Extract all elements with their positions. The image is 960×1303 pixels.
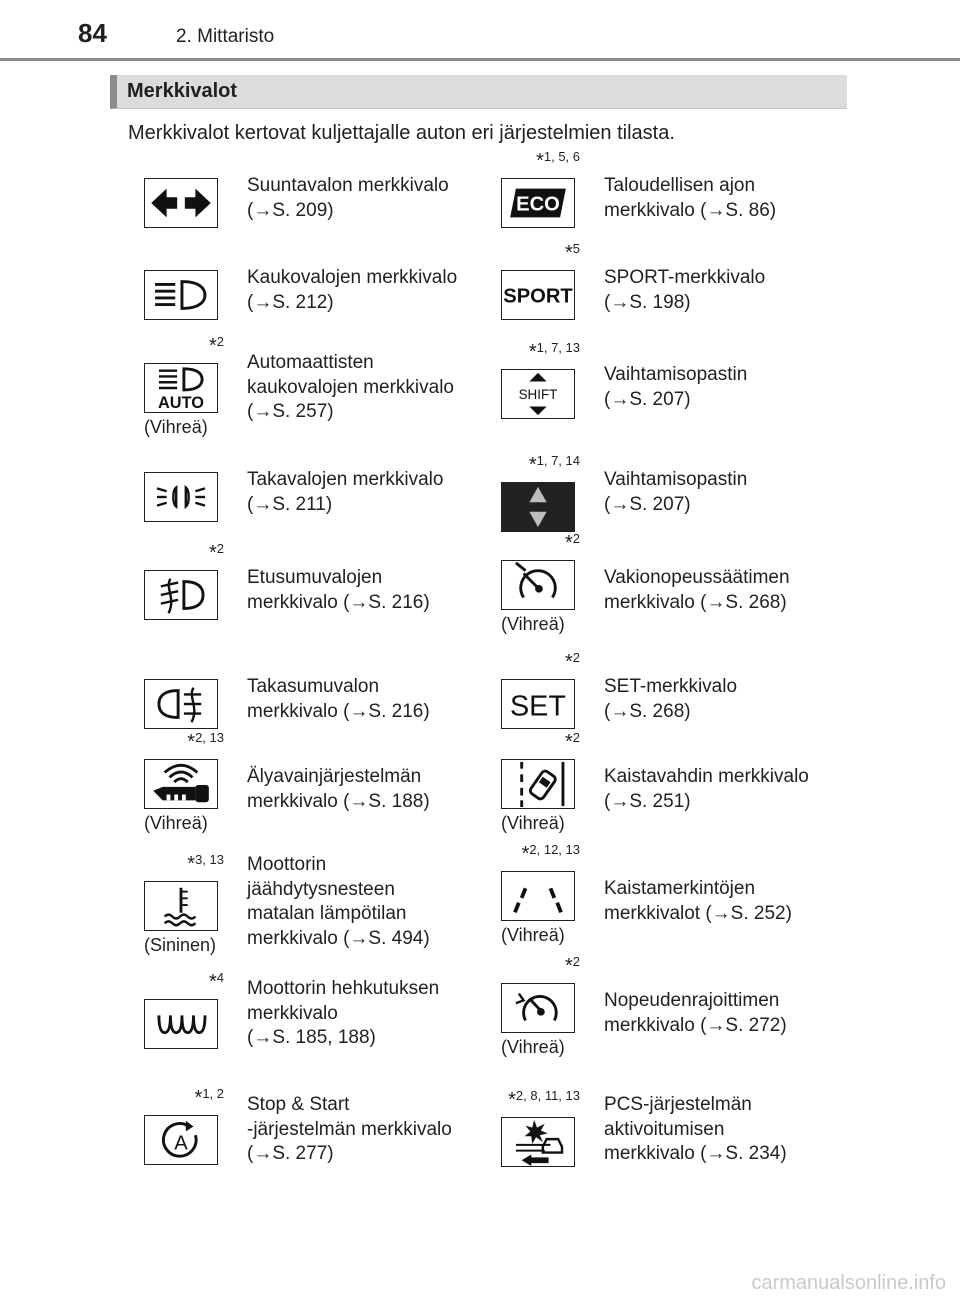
footnote-star: * [536,150,544,172]
watermark: carmanualsonline.info [751,1272,946,1294]
description-line: Moottorin hehkutuksen [247,978,440,999]
description-line: (→S. 207) [604,493,691,515]
high-beam-icon-graphic [145,271,217,319]
pcs-icon-graphic [502,1118,574,1166]
shift-indicator-icon [501,369,575,419]
footnote-numbers: 2, 12, 13 [529,842,580,857]
indicator-description [604,1093,787,1167]
description-line: merkkivalo (→S. 86) [604,199,777,221]
footnote-mark [460,1089,580,1112]
indicator-description [604,174,776,223]
indicator-description [247,266,457,315]
description-line: Suuntavalon merkkivalo [247,175,449,196]
footnote-mark [104,542,224,565]
footnote-mark [104,1087,224,1110]
indicator-description [604,989,787,1038]
description-line: (→S. 277) [247,1143,334,1164]
description-line: SET-merkkivalo [604,676,738,697]
description-line: matalan lämpötilan [247,903,407,924]
description-line: merkkivalo (→S. 268) [604,591,787,613]
footnote-mark [460,454,580,477]
footnote-mark [104,731,224,754]
indicator-description [247,468,443,517]
description-line: Stop & Start [247,1094,350,1115]
icon-lettering: SHIFT [518,386,558,402]
indicator-description [604,363,747,412]
glow-plug-icon [144,999,218,1049]
section-title: Merkkivalot [127,80,238,102]
color-note: (Vihreä) [501,925,565,945]
stop-start-icon-graphic [145,1116,217,1164]
eco-icon [501,178,575,228]
indicator-description [247,1093,452,1167]
footnote-mark [104,335,224,358]
description-line: merkkivalo [247,1002,338,1024]
coolant-temperature-icon-graphic [145,882,217,930]
description-line: merkkivalo (→S. 494) [247,927,430,949]
indicator-description [247,351,454,425]
description-line: Takasumuvalon [247,676,380,697]
description-line: Automaattisten [247,352,374,373]
turn-signal-arrows-icon-graphic [145,179,217,227]
footnote-star: * [194,1087,203,1109]
footnote-star: * [564,955,573,977]
description-line: Vaihtamisopastin [604,364,748,385]
lane-departure-icon [501,759,575,809]
set-icon-graphic [502,680,574,728]
footnote-star: * [564,731,573,753]
shift-arrows-icon-graphic [502,483,574,531]
sport-icon [501,270,575,320]
description-line: -järjestelmän merkkivalo [247,1118,452,1140]
description-line: Kaukovalojen merkkivalo [247,267,458,288]
indicator-description [604,468,747,517]
description-line: Taloudellisen ajon [604,175,756,196]
cruise-control-icon [501,560,575,610]
header-rule [0,58,960,61]
description-line: (→S. 268) [604,700,691,722]
icon-lettering: ECO [516,193,560,216]
description-line: merkkivalo (→S. 216) [247,591,430,613]
footnote-mark [460,242,580,265]
footnote-numbers: 1, 7, 14 [536,453,580,468]
description-line: (→S. 185, 188) [247,1027,376,1048]
description-line: Kaistamerkintöjen [604,878,756,899]
lane-departure-icon-graphic [502,760,574,808]
description-line: Takavalojen merkkivalo [247,469,444,490]
section-bar [110,75,847,109]
indicator-description [604,877,792,926]
glow-plug-icon-graphic [145,1000,217,1048]
footnote-numbers: 5 [572,241,580,256]
stop-start-icon [144,1115,218,1165]
footnote-numbers: 2 [572,954,580,969]
footnote-star: * [528,341,537,363]
tail-light-icon-graphic [145,473,217,521]
footnote-mark [460,731,580,754]
footnote-mark [460,341,580,364]
color-note: (Vihreä) [501,1037,565,1057]
cruise-control-icon-graphic [502,561,574,609]
indicator-description [247,675,430,724]
indicator-description [247,174,449,223]
indicator-description [247,853,430,951]
footnote-star: * [208,971,217,993]
description-line: (→S. 212) [247,291,334,313]
intro-text: Merkkivalot kertovat kuljettajalle auton eri järjestelmien tilasta. [128,122,675,144]
description-line: kaukovalojen merkkivalo [247,376,454,398]
description-line: Etusumuvalojen [247,567,383,588]
description-line: merkkivalo (→S. 188) [247,790,430,812]
footnote-mark [460,955,580,978]
description-line: merkkivalo (→S. 234) [604,1143,787,1164]
indicator-description [247,977,439,1051]
description-line: (→S. 251) [604,790,691,812]
turn-signal-arrows-icon [144,178,218,228]
lane-markings-icon [501,871,575,921]
footnote-star: * [528,454,537,476]
footnote-star: * [564,651,573,673]
icon-lettering: SPORT [503,285,573,308]
footnote-star: * [208,335,217,357]
description-line: (→S. 209) [247,199,334,221]
footnote-star: * [208,542,217,564]
lane-markings-icon-graphic [502,872,574,920]
footnote-mark [460,843,580,866]
footnote-numbers: 1, 5, 6 [543,149,580,164]
color-note: (Sininen) [144,935,217,955]
description-line: (→S. 207) [604,388,691,410]
footnote-numbers: 2, 8, 11, 13 [515,1088,580,1103]
auto-high-beam-icon [144,363,218,413]
description-line: Älyavainjärjestelmän [247,766,422,787]
description-line: PCS-järjestelmän [604,1094,752,1115]
color-note: (Vihreä) [144,417,208,437]
tail-light-icon [144,472,218,522]
shift-arrows-icon [501,482,575,532]
pcs-icon [501,1117,575,1167]
shift-indicator-icon-graphic [502,370,574,418]
footnote-numbers: 2 [572,730,580,745]
rear-fog-light-icon-graphic [145,680,217,728]
sport-icon-graphic [502,271,574,319]
icon-lettering: A [174,1132,188,1155]
eco-icon-graphic [502,179,574,227]
front-fog-light-icon [144,570,218,620]
footnote-numbers: 2 [216,334,224,349]
front-fog-light-icon-graphic [145,571,217,619]
footnote-mark [460,150,580,173]
footnote-mark [104,853,224,876]
description-line: Moottorin [247,854,327,875]
footnote-numbers: 1, 7, 13 [536,340,580,355]
footnote-star: * [564,532,573,554]
color-note: (Vihreä) [501,813,565,833]
footnote-numbers: 2 [572,531,580,546]
footnote-star: * [521,843,530,865]
description-line: merkkivalot (→S. 252) [604,902,792,924]
description-line: (→S. 257) [247,401,334,422]
footnote-numbers: 2 [572,650,580,665]
indicator-description [604,765,809,814]
smart-key-icon-graphic [145,760,217,808]
coolant-temperature-icon [144,881,218,931]
description-line: SPORT-merkkivalo [604,267,766,288]
footnote-mark [460,651,580,674]
set-icon [501,679,575,729]
icon-lettering: SET [509,690,567,723]
description-line: Kaistavahdin merkkivalo [604,766,809,787]
footnote-mark [460,532,580,555]
footnote-numbers: 2 [216,541,224,556]
speed-limiter-icon [501,983,575,1033]
description-line: jäähdytysnesteen [247,878,395,900]
description-line: aktivoitumisen [604,1118,725,1140]
footnote-star: * [564,242,573,264]
indicator-description [604,266,765,315]
description-line: (→S. 198) [604,291,691,313]
description-line: merkkivalo (→S. 216) [247,700,430,722]
speed-limiter-icon-graphic [502,984,574,1032]
indicator-description [247,765,430,814]
icon-lettering: AUTO [158,394,204,412]
smart-key-icon [144,759,218,809]
indicator-description [247,566,430,615]
rear-fog-light-icon [144,679,218,729]
footnote-numbers: 2, 13 [195,730,224,745]
footnote-star: * [508,1089,516,1111]
auto-high-beam-icon-graphic [145,364,217,412]
description-line: Nopeudenrajoittimen [604,990,780,1011]
indicator-description [604,566,790,615]
chapter-title: 2. Mittaristo [176,26,275,47]
footnote-mark [104,971,224,994]
footnote-numbers: 3, 13 [195,852,224,867]
indicator-description [604,675,737,724]
footnote-star: * [187,853,196,875]
description-line: (→S. 211) [247,493,333,515]
footnote-numbers: 4 [216,970,224,985]
footnote-numbers: 1, 2 [202,1086,224,1101]
description-line: merkkivalo (→S. 272) [604,1014,787,1036]
description-line: Vaihtamisopastin [604,469,748,490]
description-line: Vakionopeussäätimen [604,567,790,588]
footnote-star: * [187,731,196,753]
color-note: (Vihreä) [144,813,208,833]
color-note: (Vihreä) [501,614,565,634]
page-number: 84 [78,18,107,48]
high-beam-icon [144,270,218,320]
